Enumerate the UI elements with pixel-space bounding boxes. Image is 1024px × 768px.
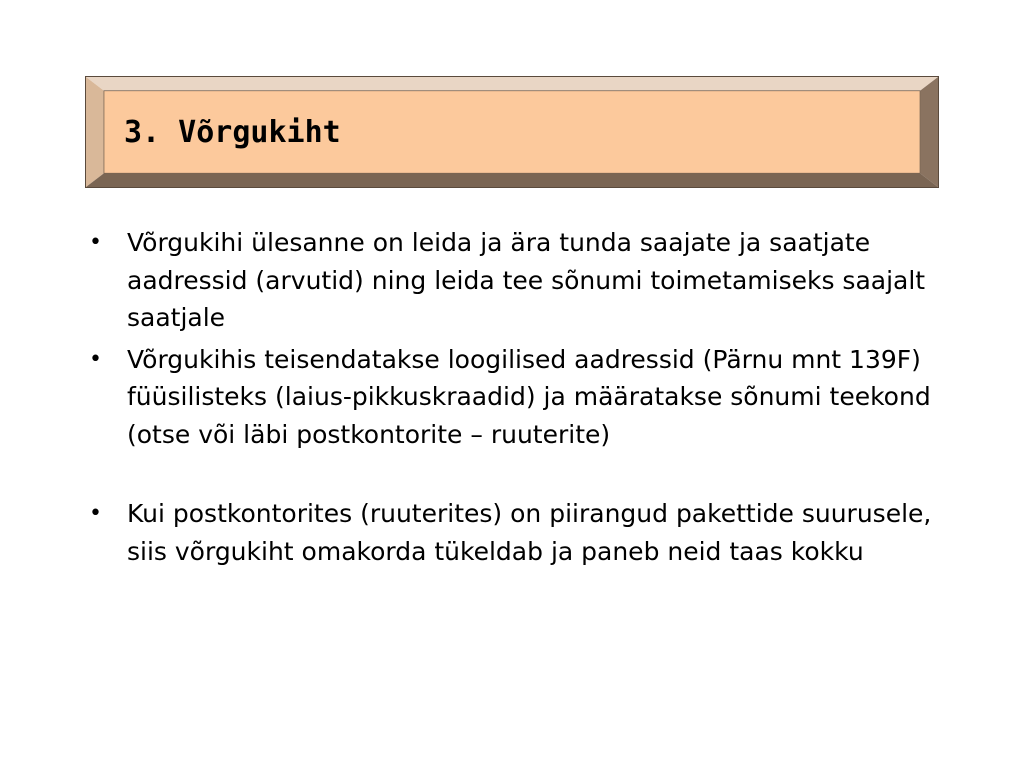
bullet-dot-icon: •: [89, 346, 102, 372]
page-title: 3. Võrgukiht: [124, 115, 341, 150]
bullet-dot-icon: •: [89, 501, 102, 526]
bullet-item-2: [85, 341, 965, 454]
bevel-left: [86, 77, 104, 187]
bullet-text-2: Võrgukihis teisendatakse loogilised aadressid (Pärnu mnt 139F) füüsilisteks (laius-pikkuskraadid) ja määratakse sõnumi teekond (otse või läbi postkontorite – ruuterite): [127, 344, 931, 449]
bullet-list: [85, 224, 965, 570]
bullet-item-1: [85, 224, 965, 337]
bullet-dot-icon: •: [89, 230, 102, 255]
bullet-item-3: [85, 495, 965, 570]
bullet-text-1: Võrgukihi ülesanne on leida ja ära tunda saajate ja saatjate aadressid (arvutid) ning leida tee sõnumi toimetamiseks saajalt saatjale: [127, 228, 926, 332]
bevel-bottom: [86, 173, 938, 187]
bevel-right: [920, 77, 938, 187]
bullet-text-3: Kui postkontorites (ruuterites) on piirangud pakettide suurusele, siis võrgukiht omakorda tükeldab ja paneb neid taas kokku: [127, 499, 932, 566]
bevel-top: [86, 77, 938, 91]
